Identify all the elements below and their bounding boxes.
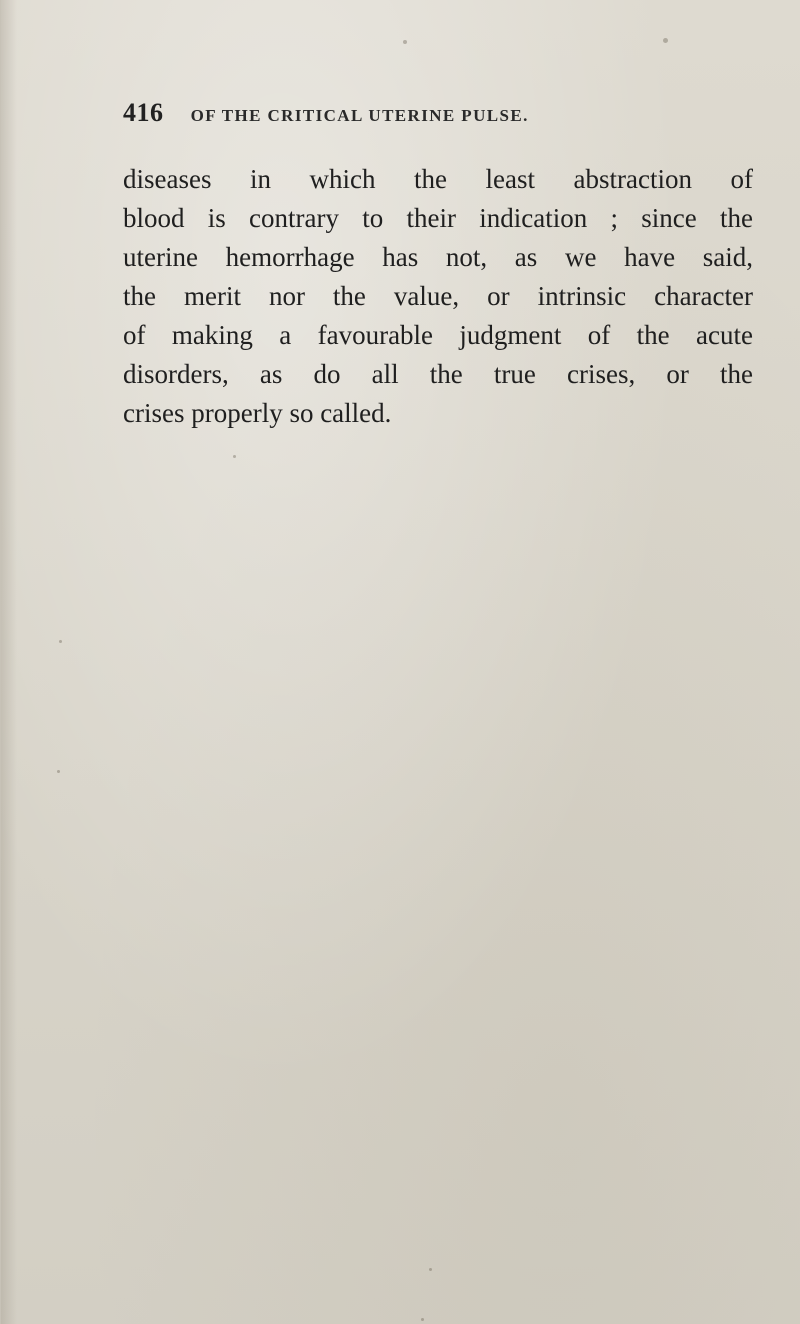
text-line: of making a favourable judgment of the acute bbox=[123, 320, 753, 350]
page-edge-shadow bbox=[1, 0, 17, 1324]
text-line: blood is contrary to their indication ; since the bbox=[123, 203, 753, 233]
text-line: crises properly so called. bbox=[123, 398, 392, 428]
paper-speck bbox=[57, 770, 60, 773]
page-number: 416 bbox=[123, 98, 164, 127]
paper-speck bbox=[663, 38, 668, 43]
page-header bbox=[123, 98, 683, 138]
paper-speck bbox=[421, 1318, 424, 1321]
text-line: the merit nor the value, or intrinsic character bbox=[123, 281, 753, 311]
paper-speck bbox=[429, 1268, 432, 1271]
paper-speck bbox=[59, 640, 62, 643]
paper-speck bbox=[233, 455, 236, 458]
running-title: OF THE CRITICAL UTERINE PULSE. bbox=[190, 106, 529, 125]
paper-speck bbox=[403, 40, 407, 44]
text-line: diseases in which the least abstraction of bbox=[123, 164, 753, 194]
text-line: disorders, as do all the true crises, or the bbox=[123, 359, 753, 389]
paragraph bbox=[123, 160, 753, 433]
text-line: uterine hemorrhage has not, as we have said, bbox=[123, 242, 753, 272]
